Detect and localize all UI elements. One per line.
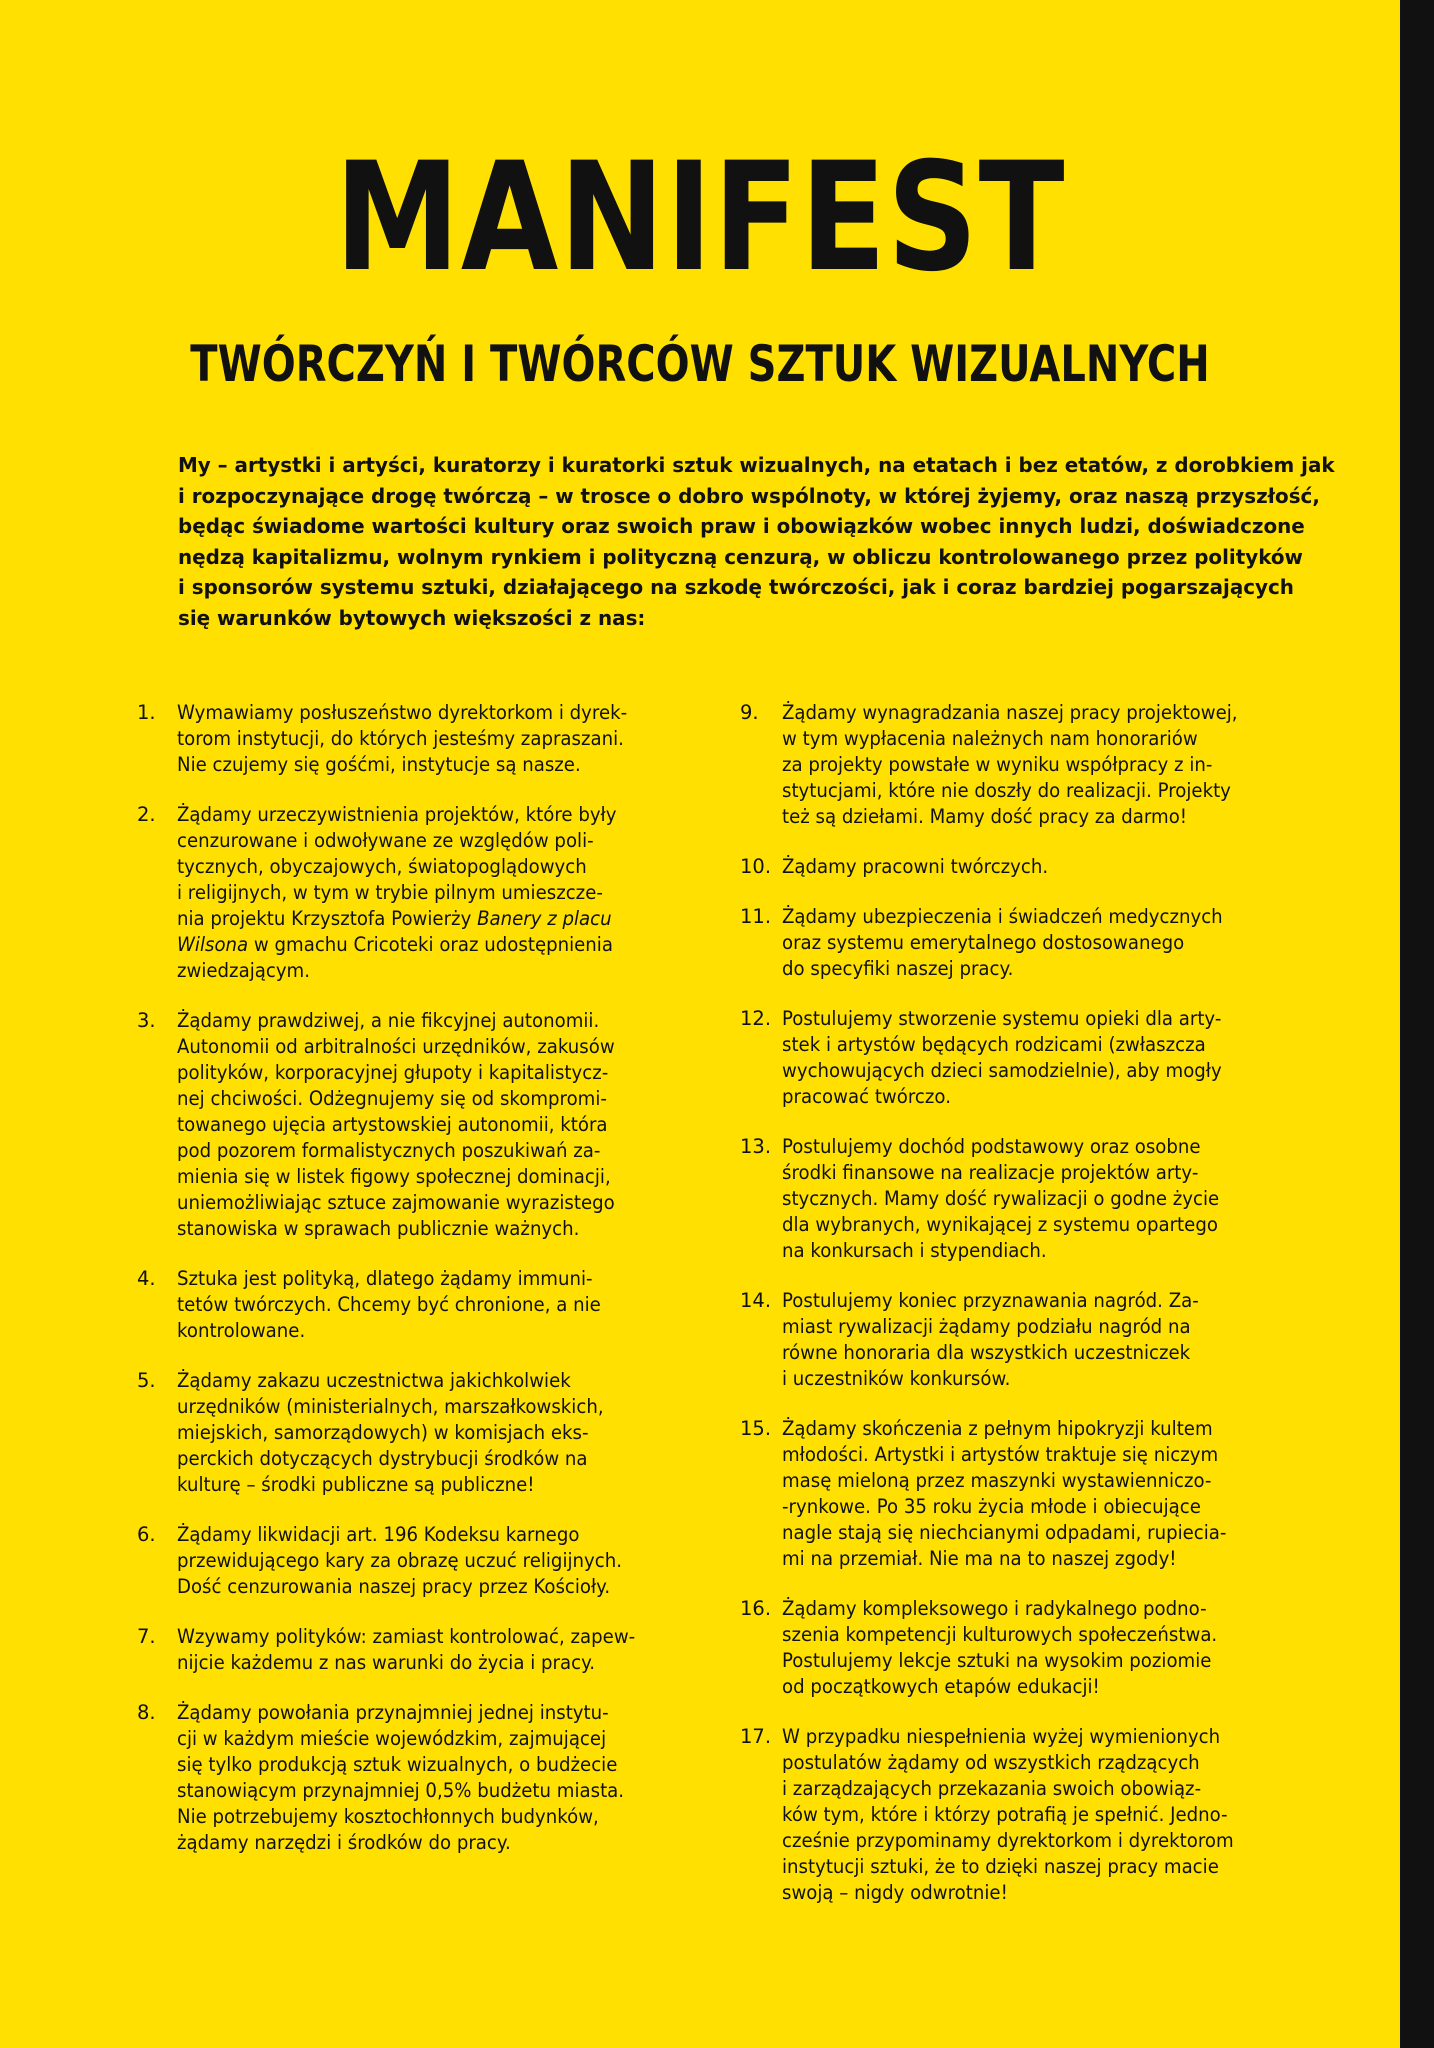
demand-item-16 — [740, 1596, 1340, 1700]
demand-line: Wzywamy polityków: zamiast kontrolować, zapew- — [177, 1625, 636, 1648]
demand-line — [177, 906, 675, 932]
demand-line: młodości. Artystki i artystów traktuje się niczym — [782, 1443, 1219, 1466]
intro-line: będąc świadome wartości kultury oraz swoich praw i obowiązków wobec innych ludzi, doświadczone — [178, 514, 1305, 538]
demand-line: nej chciwości. Odżegnujemy się od skompromi- — [177, 1087, 607, 1110]
demand-number: 15. — [740, 1417, 772, 1440]
demand-line: uniemożliwiając sztuce zajmowanie wyrazistego — [177, 1191, 615, 1214]
demand-number: 16. — [740, 1597, 772, 1620]
demand-item-11 — [740, 904, 1340, 982]
demand-line: masę mieloną przez maszynki wystawienniczo- — [782, 1469, 1212, 1492]
demand-line: nijcie każdemu z nas warunki do życia i pracy. — [177, 1651, 595, 1674]
demand-item-1 — [137, 700, 712, 778]
demand-line: stek i artystów będących rodzicami (zwłaszcza — [782, 1033, 1206, 1056]
demand-line: przewidującego kary za obrazę uczuć religijnych. — [177, 1549, 622, 1572]
demand-line: perckich dotyczących dystrybucji środków na — [177, 1447, 588, 1470]
demand-line: oraz systemu emerytalnego dostosowanego — [782, 931, 1185, 954]
demand-line: mi na przemiał. Nie ma na to naszej zgody! — [782, 1547, 1177, 1570]
demand-line: swoją – nigdy odwrotnie! — [782, 1881, 1008, 1904]
demand-line: towanego ujęcia artystowskiej autonomii, która — [177, 1113, 608, 1136]
demand-line: Żądamy prawdziwej, a nie fikcyjnej autonomii. — [177, 1009, 600, 1032]
demands-left-column — [137, 700, 712, 1856]
demand-item-13 — [740, 1134, 1340, 1264]
demand-line: i uczestników konkursów. — [782, 1367, 1011, 1390]
demand-line: Postulujemy dochód podstawowy oraz osobne — [782, 1135, 1201, 1158]
demand-number: 1. — [137, 701, 156, 724]
demands-right-column — [740, 700, 1340, 1906]
demand-line: pod pozorem formalistycznych poszukiwań za- — [177, 1139, 601, 1162]
demand-line: za projekty powstałe w wyniku współpracy z in- — [782, 753, 1213, 776]
demand-line: kulturę – środki publiczne są publiczne! — [177, 1473, 535, 1496]
demand-item-3 — [137, 1008, 712, 1242]
demand-item-9 — [740, 700, 1340, 830]
demand-line: dla wybranych, wynikającej z systemu opartego — [782, 1213, 1218, 1236]
demand-line: Żądamy kompleksowego i radykalnego podno- — [782, 1597, 1207, 1620]
demand-line: miejskich, samorządowych) w komisjach eks- — [177, 1421, 589, 1444]
demand-number: 2. — [137, 803, 156, 826]
demand-line: w tym wypłacenia należnych nam honorariów — [782, 727, 1198, 750]
demand-line: instytucji sztuki, że to dzięki naszej pracy macie — [782, 1855, 1219, 1878]
demand-item-12 — [740, 1006, 1340, 1110]
demand-line: Żądamy zakazu uczestnictwa jakichkolwiek — [177, 1369, 571, 1392]
demand-item-14 — [740, 1288, 1340, 1392]
demand-number: 7. — [137, 1625, 156, 1648]
demand-line: cześnie przypominamy dyrektorkom i dyrektorom — [782, 1829, 1234, 1852]
demand-item-2 — [137, 802, 712, 984]
page-subtitle: TWÓRCZYŃ I TWÓRCÓW SZTUK WIZUALNYCH — [190, 335, 1210, 393]
demand-line: kontrolowane. — [177, 1319, 306, 1342]
demand-line: na konkursach i stypendiach. — [782, 1239, 1047, 1262]
demand-line: W przypadku niespełnienia wyżej wymienionych — [782, 1725, 1221, 1748]
demand-item-15 — [740, 1416, 1340, 1572]
intro-line: i sponsorów systemu sztuki, działającego na szkodę twórczości, jak i coraz bardziej pogarszających — [178, 575, 1294, 599]
demand-number: 8. — [137, 1701, 156, 1724]
demand-line: polityków, korporacyjnej głupoty i kapitalistycz- — [177, 1061, 609, 1084]
demand-line-text: nia projektu Krzysztofa Powierży — [177, 907, 472, 930]
demand-item-8 — [137, 1700, 712, 1856]
intro-line: i rozpoczynające drogę twórczą – w trosce o dobro wspólnoty, w której żyjemy, oraz naszą przyszłość, — [178, 483, 1320, 508]
demand-line: żądamy narzędzi i środków do pracy. — [177, 1831, 511, 1854]
demand-line: cenzurowane i odwoływane ze względów poli- — [177, 829, 594, 852]
artwork-title-part-2: Wilsona — [177, 933, 249, 956]
demand-line: i religijnych, w tym w trybie pilnym umieszcze- — [177, 881, 603, 904]
demand-line: Autonomii od arbitralności urzędników, zakusów — [177, 1035, 615, 1058]
demand-line: tetów twórczych. Chcemy być chronione, a nie — [177, 1293, 601, 1316]
demand-line: Żądamy powołania przynajmniej jednej instytu- — [177, 1701, 609, 1724]
demand-line: miast rywalizacji żądamy podziału nagród na — [782, 1315, 1191, 1338]
demand-line: Żądamy urzeczywistnienia projektów, które były — [177, 803, 617, 826]
demand-line: mienia się w listek figowy społecznej dominacji, — [177, 1165, 611, 1188]
demand-number: 6. — [137, 1523, 156, 1546]
demand-line: stytucjami, które nie doszły do realizacji. Projekty — [782, 779, 1231, 802]
demand-number: 9. — [740, 701, 759, 724]
demand-line: szenia kompetencji kulturowych społeczeństwa. — [782, 1623, 1218, 1646]
demand-line: Postulujemy lekcje sztuki na wysokim poziomie — [782, 1649, 1212, 1672]
demand-line — [177, 932, 675, 958]
demand-item-7 — [137, 1624, 712, 1676]
demand-line: równe honoraria dla wszystkich uczestniczek — [782, 1341, 1191, 1364]
demand-line: tycznych, obyczajowych, światopoglądowych — [177, 855, 587, 878]
demand-line: Postulujemy stworzenie systemu opieki dla arty- — [782, 1007, 1222, 1030]
demand-line: Postulujemy koniec przyznawania nagród. Za- — [782, 1289, 1199, 1312]
demand-line: ków tym, które i którzy potrafią je spełnić. Jedno- — [782, 1803, 1228, 1826]
demand-line: środki finansowe na realizacje projektów arty- — [782, 1161, 1199, 1184]
demand-line: Żądamy wynagradzania naszej pracy projektowej, — [782, 701, 1238, 724]
demand-line: do specyfiki naszej pracy. — [782, 957, 1014, 980]
demand-line: Nie potrzebujemy kosztochłonnych budynków, — [177, 1805, 599, 1828]
demand-number: 3. — [137, 1009, 156, 1032]
demand-line: od początkowych etapów edukacji! — [782, 1675, 1100, 1698]
demand-line: Żądamy pracowni twórczych. — [782, 855, 1049, 878]
artwork-title-part-1: Banery z placu — [477, 907, 612, 930]
intro-paragraph — [178, 450, 1335, 633]
demand-line: -rynkowe. Po 35 roku życia młode i obiecujące — [782, 1495, 1201, 1518]
demand-item-5 — [137, 1368, 712, 1498]
demand-number: 17. — [740, 1725, 772, 1748]
demand-line: postulatów żądamy od wszystkich rządzących — [782, 1751, 1200, 1774]
demand-line: Dość cenzurowania naszej pracy przez Kościoły. — [177, 1575, 611, 1598]
demand-line: torom instytucji, do których jesteśmy zapraszani. — [177, 727, 624, 750]
page-title: MANIFEST — [334, 131, 1066, 305]
demand-number: 12. — [740, 1007, 772, 1030]
demand-number: 10. — [740, 855, 772, 878]
demand-item-4 — [137, 1266, 712, 1344]
demand-line: Żądamy skończenia z pełnym hipokryzji kultem — [782, 1417, 1213, 1440]
demand-number: 4. — [137, 1267, 156, 1290]
demand-line: Nie czujemy się gośćmi, instytucje są nasze. — [177, 753, 581, 776]
right-border — [1400, 0, 1434, 2048]
demand-line: Żądamy ubezpieczenia i świadczeń medycznych — [782, 905, 1223, 928]
demand-line: wychowujących dzieci samodzielnie), aby mogły — [782, 1059, 1222, 1082]
demand-item-10 — [740, 854, 1340, 880]
demand-line: urzędników (ministerialnych, marszałkowskich, — [177, 1395, 604, 1418]
demand-line: się tylko produkcją sztuk wizualnych, o budżecie — [177, 1753, 618, 1776]
demand-line: i zarządzających przekazania swoich obowiąz- — [782, 1777, 1202, 1800]
demand-line: Wymawiamy posłuszeństwo dyrektorkom i dyrek- — [177, 701, 628, 724]
demand-line: nagle stają się niechcianymi odpadami, rupiecia- — [782, 1521, 1227, 1544]
demand-line: Sztuka jest polityką, dlatego żądamy immuni- — [177, 1267, 593, 1290]
demand-line-text: w gmachu Cricoteki oraz udostępnienia — [253, 933, 613, 956]
intro-line: My – artystki i artyści, kuratorzy i kuratorki sztuk wizualnych, na etatach i bez etatów, z dorobkiem jak — [178, 453, 1335, 477]
demand-number: 5. — [137, 1369, 156, 1392]
intro-line: się warunków bytowych większości z nas: — [178, 605, 646, 630]
demand-number: 11. — [740, 905, 772, 928]
demand-number: 14. — [740, 1289, 772, 1312]
demand-item-17 — [740, 1724, 1340, 1906]
demand-line: stanowiącym przynajmniej 0,5% budżetu miasta. — [177, 1779, 625, 1802]
demand-line: cji w każdym mieście wojewódzkim, zajmującej — [177, 1727, 607, 1750]
demand-line: stanowiska w sprawach publicznie ważnych. — [177, 1217, 580, 1240]
demand-line: pracować twórczo. — [782, 1085, 951, 1108]
demand-item-6 — [137, 1522, 712, 1600]
demand-line: Żądamy likwidacji art. 196 Kodeksu karnego — [177, 1523, 580, 1546]
intro-line: nędzą kapitalizmu, wolnym rynkiem i polityczną cenzurą, w obliczu kontrolowanego przez polityków — [178, 544, 1303, 569]
demand-line: zwiedzającym. — [177, 959, 310, 982]
demand-number: 13. — [740, 1135, 772, 1158]
demand-line: stycznych. Mamy dość rywalizacji o godne życie — [782, 1187, 1220, 1210]
demand-line: też są dziełami. Mamy dość pracy za darmo! — [782, 805, 1188, 828]
